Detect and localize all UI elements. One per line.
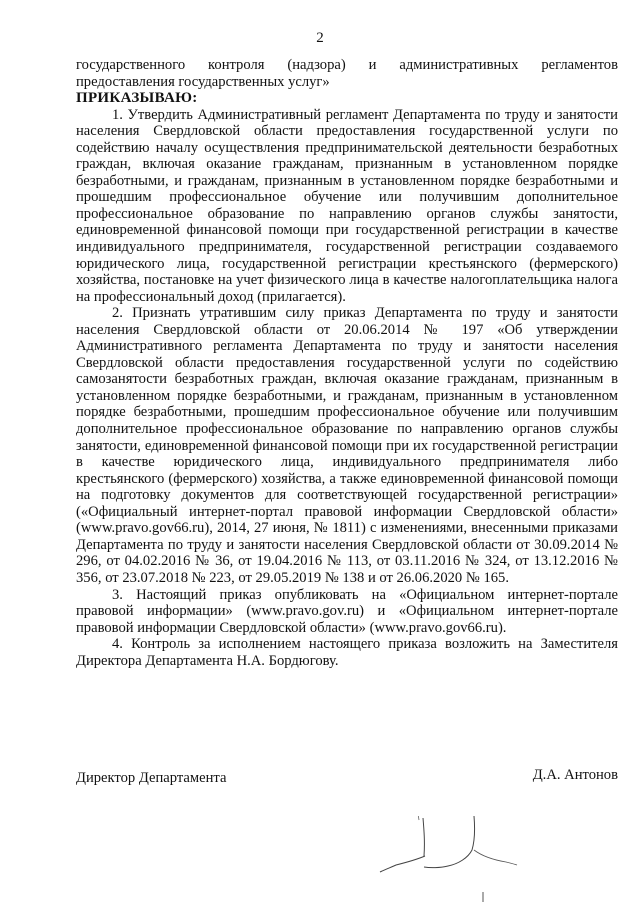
handwritten-signature xyxy=(378,816,518,876)
paragraph-2: 2. Признать утратившим силу приказ Департамента по труду и занятости населения Свердловской области от 20.06.2014 № 197 «Об утверждении Административного регламента Департамента по труду и занятости населения Свердловской области предоставления государственной услуги по содействию самозанятости безработных граждан, включая оказание гражданам, признанным в установленном порядке безработными, и гражданам, признанным в установленном порядке безработными, прошедшим профессиональное обучение или получившим дополнительное профессиональное образование по направлению органов службы занятости, единовременной финансовой помощи при их государственной регистрации в качестве юридического лица, индивидуального предпринимателя либо крестьянского (фермерского) хозяйства, а также единовременной финансовой помощи на подготовку документов для соответствующей государственной регистрации» («Официальный интернет-портал правовой информации Свердловской области» (www.pravo.gov66.ru), 2014, 27 июня, № 1811) с изменениями, внесенными приказами Департамента по труду и занятости населения Свердловской области от 30.09.2014 № 296, от 04.02.2016 № 36, от 19.04.2016 № 113, от 03.11.2016 № 324, от 13.12.2016 № 356, от 23.07.2018 № 223, от 29.05.2019 № 138 и от 26.06.2020 № 165. xyxy=(76,305,618,586)
page-number: 2 xyxy=(316,30,324,46)
paragraph-4: 4. Контроль за исполнением настоящего приказа возложить на Заместителя Директора Департамента Н.А. Бордюгову. xyxy=(76,636,618,669)
preamble-text: государственного контроля (надзора) и административных регламентов предоставления государственных услуг» xyxy=(76,57,618,90)
signatory-title: Директор Департамента xyxy=(76,770,227,786)
scan-mark xyxy=(480,892,486,902)
signatory-name: Д.А. Антонов xyxy=(532,767,618,783)
document-body xyxy=(76,57,618,669)
paragraph-1: 1. Утвердить Административный регламент Департамента по труду и занятости населения Свердловской области предоставления государственной услуги по содействию началу осуществления предпринимательской деятельности безработных граждан, включая оказание гражданам, признанным в установленном порядке безработными, и гражданам, признанным в установленном порядке безработными и прошедшим профессиональное обучение или получившим дополнительное профессиональное образование по направлению органов службы занятости, единовременной финансовой помощи при государственной регистрации в качестве индивидуального предпринимателя, государственной регистрации создаваемого юридического лица, государственной регистрации крестьянского (фермерского) хозяйства, постановке на учет физического лица в качестве налогоплательщика налога на профессиональный доход (прилагается). xyxy=(76,106,618,305)
order-heading: ПРИКАЗЫВАЮ: xyxy=(76,90,198,107)
paragraph-3: 3. Настоящий приказ опубликовать на «Официальном интернет-портале правовой информации» (www.pravo.gov.ru) и «Официальном интернет-портале правовой информации Свердловской области» (www.pravo.gov66.ru). xyxy=(76,586,618,636)
